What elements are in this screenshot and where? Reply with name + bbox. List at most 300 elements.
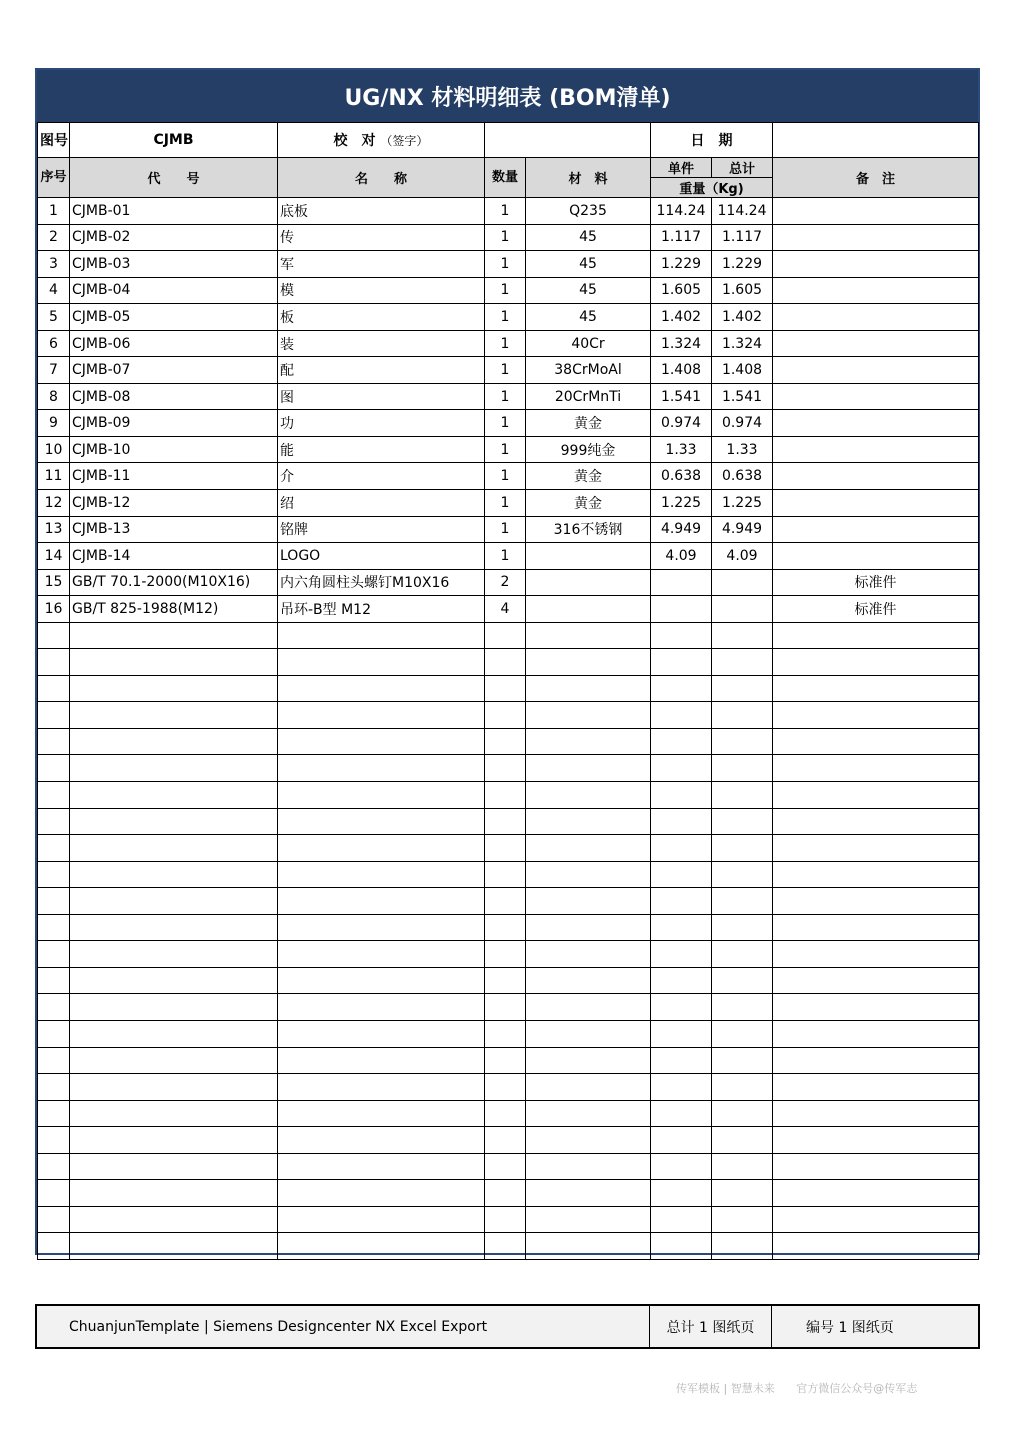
cell-code[interactable]: CJMB-13 xyxy=(70,516,278,543)
empty-cell[interactable] xyxy=(38,1074,70,1101)
empty-cell[interactable] xyxy=(38,622,70,649)
empty-cell[interactable] xyxy=(485,1074,526,1101)
empty-cell[interactable] xyxy=(485,675,526,702)
empty-cell[interactable] xyxy=(712,702,773,729)
empty-cell[interactable] xyxy=(651,1074,712,1101)
empty-cell[interactable] xyxy=(485,861,526,888)
empty-cell[interactable] xyxy=(485,994,526,1021)
cell-remark[interactable]: 标准件 xyxy=(773,596,979,623)
empty-cell[interactable] xyxy=(773,622,979,649)
empty-cell[interactable] xyxy=(70,1180,278,1207)
empty-cell[interactable] xyxy=(526,1153,651,1180)
empty-cell[interactable] xyxy=(485,728,526,755)
cell-total-weight[interactable]: 0.974 xyxy=(712,410,773,437)
empty-cell[interactable] xyxy=(38,941,70,968)
empty-cell[interactable] xyxy=(526,967,651,994)
cell-remark[interactable] xyxy=(773,251,979,278)
empty-cell[interactable] xyxy=(38,1127,70,1154)
cell-unit-weight[interactable]: 1.117 xyxy=(651,224,712,251)
cell-remark[interactable] xyxy=(773,198,979,225)
empty-cell[interactable] xyxy=(651,967,712,994)
cell-unit-weight[interactable]: 4.09 xyxy=(651,543,712,570)
cell-material[interactable]: 黄金 xyxy=(526,410,651,437)
cell-remark[interactable] xyxy=(773,383,979,410)
empty-cell[interactable] xyxy=(712,861,773,888)
empty-cell[interactable] xyxy=(70,1153,278,1180)
empty-cell[interactable] xyxy=(278,941,485,968)
empty-cell[interactable] xyxy=(712,649,773,676)
empty-cell[interactable] xyxy=(651,1153,712,1180)
cell-remark[interactable] xyxy=(773,410,979,437)
cell-unit-weight[interactable]: 1.402 xyxy=(651,304,712,331)
empty-cell[interactable] xyxy=(773,888,979,915)
empty-cell[interactable] xyxy=(70,967,278,994)
cell-remark[interactable] xyxy=(773,543,979,570)
empty-cell[interactable] xyxy=(278,914,485,941)
empty-cell[interactable] xyxy=(38,835,70,862)
cell-total-weight[interactable]: 1.33 xyxy=(712,436,773,463)
empty-cell[interactable] xyxy=(38,1100,70,1127)
empty-cell[interactable] xyxy=(70,702,278,729)
cell-name[interactable]: 板 xyxy=(278,304,485,331)
empty-cell[interactable] xyxy=(526,622,651,649)
cell-seq[interactable]: 10 xyxy=(38,436,70,463)
empty-cell[interactable] xyxy=(651,1233,712,1260)
empty-cell[interactable] xyxy=(38,1206,70,1233)
cell-seq[interactable]: 3 xyxy=(38,251,70,278)
empty-cell[interactable] xyxy=(712,1180,773,1207)
cell-code[interactable]: CJMB-02 xyxy=(70,224,278,251)
empty-cell[interactable] xyxy=(278,782,485,809)
empty-cell[interactable] xyxy=(38,675,70,702)
cell-total-weight[interactable]: 1.541 xyxy=(712,383,773,410)
cell-qty[interactable]: 2 xyxy=(485,569,526,596)
empty-cell[interactable] xyxy=(526,782,651,809)
empty-cell[interactable] xyxy=(278,808,485,835)
empty-cell[interactable] xyxy=(70,914,278,941)
empty-cell[interactable] xyxy=(278,702,485,729)
empty-cell[interactable] xyxy=(485,835,526,862)
empty-cell[interactable] xyxy=(712,782,773,809)
empty-cell[interactable] xyxy=(485,1127,526,1154)
empty-cell[interactable] xyxy=(38,728,70,755)
cell-qty[interactable]: 1 xyxy=(485,357,526,384)
cell-code[interactable]: CJMB-05 xyxy=(70,304,278,331)
empty-cell[interactable] xyxy=(38,702,70,729)
cell-material[interactable]: 45 xyxy=(526,277,651,304)
cell-remark[interactable] xyxy=(773,330,979,357)
cell-name[interactable]: 能 xyxy=(278,436,485,463)
empty-cell[interactable] xyxy=(526,941,651,968)
empty-cell[interactable] xyxy=(773,994,979,1021)
cell-seq[interactable]: 6 xyxy=(38,330,70,357)
empty-cell[interactable] xyxy=(70,1020,278,1047)
empty-cell[interactable] xyxy=(651,622,712,649)
empty-cell[interactable] xyxy=(278,1153,485,1180)
empty-cell[interactable] xyxy=(278,1074,485,1101)
empty-cell[interactable] xyxy=(526,702,651,729)
cell-code[interactable]: CJMB-09 xyxy=(70,410,278,437)
cell-remark[interactable] xyxy=(773,224,979,251)
cell-unit-weight[interactable]: 1.541 xyxy=(651,383,712,410)
cell-material[interactable]: 45 xyxy=(526,224,651,251)
cell-total-weight[interactable]: 4.949 xyxy=(712,516,773,543)
cell-name[interactable]: 内六角圆柱头螺钉M10X16 xyxy=(278,569,485,596)
empty-cell[interactable] xyxy=(651,755,712,782)
empty-cell[interactable] xyxy=(278,994,485,1021)
cell-code[interactable]: GB/T 825-1988(M12) xyxy=(70,596,278,623)
cell-material[interactable]: 45 xyxy=(526,304,651,331)
empty-cell[interactable] xyxy=(38,861,70,888)
date-field[interactable] xyxy=(773,123,979,158)
cell-name[interactable]: 介 xyxy=(278,463,485,490)
cell-seq[interactable]: 12 xyxy=(38,490,70,517)
empty-cell[interactable] xyxy=(38,914,70,941)
empty-cell[interactable] xyxy=(278,1233,485,1260)
cell-total-weight[interactable]: 1.402 xyxy=(712,304,773,331)
cell-qty[interactable]: 1 xyxy=(485,198,526,225)
cell-seq[interactable]: 16 xyxy=(38,596,70,623)
cell-code[interactable]: CJMB-04 xyxy=(70,277,278,304)
cell-seq[interactable]: 4 xyxy=(38,277,70,304)
cell-name[interactable]: 吊环-B型 M12 xyxy=(278,596,485,623)
empty-cell[interactable] xyxy=(712,808,773,835)
cell-code[interactable]: CJMB-07 xyxy=(70,357,278,384)
cell-qty[interactable]: 1 xyxy=(485,277,526,304)
empty-cell[interactable] xyxy=(485,941,526,968)
empty-cell[interactable] xyxy=(651,702,712,729)
empty-cell[interactable] xyxy=(278,1020,485,1047)
cell-total-weight[interactable]: 0.638 xyxy=(712,463,773,490)
empty-cell[interactable] xyxy=(485,782,526,809)
empty-cell[interactable] xyxy=(712,835,773,862)
cell-material[interactable]: 黄金 xyxy=(526,463,651,490)
cell-qty[interactable]: 1 xyxy=(485,304,526,331)
empty-cell[interactable] xyxy=(651,808,712,835)
empty-cell[interactable] xyxy=(773,1127,979,1154)
cell-code[interactable]: CJMB-11 xyxy=(70,463,278,490)
cell-code[interactable]: CJMB-14 xyxy=(70,543,278,570)
cell-unit-weight[interactable]: 1.33 xyxy=(651,436,712,463)
cell-material[interactable]: 黄金 xyxy=(526,490,651,517)
empty-cell[interactable] xyxy=(38,994,70,1021)
empty-cell[interactable] xyxy=(651,1100,712,1127)
cell-total-weight[interactable]: 1.324 xyxy=(712,330,773,357)
cell-unit-weight[interactable]: 1.324 xyxy=(651,330,712,357)
cell-unit-weight[interactable]: 4.949 xyxy=(651,516,712,543)
cell-qty[interactable]: 1 xyxy=(485,543,526,570)
empty-cell[interactable] xyxy=(651,941,712,968)
empty-cell[interactable] xyxy=(278,1127,485,1154)
empty-cell[interactable] xyxy=(278,1047,485,1074)
empty-cell[interactable] xyxy=(712,675,773,702)
cell-seq[interactable]: 9 xyxy=(38,410,70,437)
empty-cell[interactable] xyxy=(526,808,651,835)
cell-name[interactable]: LOGO xyxy=(278,543,485,570)
empty-cell[interactable] xyxy=(773,1020,979,1047)
empty-cell[interactable] xyxy=(651,1047,712,1074)
empty-cell[interactable] xyxy=(526,1180,651,1207)
empty-cell[interactable] xyxy=(712,1047,773,1074)
empty-cell[interactable] xyxy=(526,1100,651,1127)
cell-total-weight[interactable]: 1.605 xyxy=(712,277,773,304)
empty-cell[interactable] xyxy=(485,1100,526,1127)
cell-qty[interactable]: 1 xyxy=(485,330,526,357)
empty-cell[interactable] xyxy=(712,755,773,782)
empty-cell[interactable] xyxy=(526,728,651,755)
empty-cell[interactable] xyxy=(651,835,712,862)
empty-cell[interactable] xyxy=(773,755,979,782)
cell-total-weight[interactable]: 4.09 xyxy=(712,543,773,570)
cell-seq[interactable]: 14 xyxy=(38,543,70,570)
cell-total-weight[interactable]: 1.229 xyxy=(712,251,773,278)
cell-remark[interactable] xyxy=(773,516,979,543)
cell-material[interactable]: 40Cr xyxy=(526,330,651,357)
cell-seq[interactable]: 11 xyxy=(38,463,70,490)
empty-cell[interactable] xyxy=(38,1047,70,1074)
empty-cell[interactable] xyxy=(38,649,70,676)
cell-qty[interactable]: 1 xyxy=(485,251,526,278)
empty-cell[interactable] xyxy=(712,994,773,1021)
empty-cell[interactable] xyxy=(70,1127,278,1154)
empty-cell[interactable] xyxy=(526,1233,651,1260)
cell-name[interactable]: 军 xyxy=(278,251,485,278)
empty-cell[interactable] xyxy=(712,1206,773,1233)
empty-cell[interactable] xyxy=(70,675,278,702)
empty-cell[interactable] xyxy=(712,888,773,915)
cell-unit-weight[interactable] xyxy=(651,569,712,596)
empty-cell[interactable] xyxy=(278,649,485,676)
empty-cell[interactable] xyxy=(526,1074,651,1101)
empty-cell[interactable] xyxy=(712,728,773,755)
empty-cell[interactable] xyxy=(526,1127,651,1154)
empty-cell[interactable] xyxy=(526,1206,651,1233)
empty-cell[interactable] xyxy=(651,728,712,755)
empty-cell[interactable] xyxy=(651,914,712,941)
empty-cell[interactable] xyxy=(70,622,278,649)
empty-cell[interactable] xyxy=(70,1047,278,1074)
empty-cell[interactable] xyxy=(70,941,278,968)
cell-material[interactable]: 316不锈钢 xyxy=(526,516,651,543)
empty-cell[interactable] xyxy=(38,967,70,994)
cell-remark[interactable] xyxy=(773,436,979,463)
cell-material[interactable]: 45 xyxy=(526,251,651,278)
empty-cell[interactable] xyxy=(526,755,651,782)
empty-cell[interactable] xyxy=(485,1206,526,1233)
empty-cell[interactable] xyxy=(773,1074,979,1101)
empty-cell[interactable] xyxy=(38,1153,70,1180)
empty-cell[interactable] xyxy=(526,649,651,676)
empty-cell[interactable] xyxy=(278,1180,485,1207)
cell-remark[interactable]: 标准件 xyxy=(773,569,979,596)
cell-seq[interactable]: 8 xyxy=(38,383,70,410)
cell-material[interactable]: Q235 xyxy=(526,198,651,225)
empty-cell[interactable] xyxy=(278,675,485,702)
empty-cell[interactable] xyxy=(278,835,485,862)
empty-cell[interactable] xyxy=(773,941,979,968)
empty-cell[interactable] xyxy=(485,1233,526,1260)
cell-qty[interactable]: 4 xyxy=(485,596,526,623)
empty-cell[interactable] xyxy=(526,888,651,915)
cell-unit-weight[interactable]: 1.605 xyxy=(651,277,712,304)
empty-cell[interactable] xyxy=(485,1020,526,1047)
cell-material[interactable] xyxy=(526,543,651,570)
cell-seq[interactable]: 5 xyxy=(38,304,70,331)
empty-cell[interactable] xyxy=(70,1206,278,1233)
cell-total-weight[interactable]: 1.408 xyxy=(712,357,773,384)
empty-cell[interactable] xyxy=(278,1100,485,1127)
cell-unit-weight[interactable]: 1.229 xyxy=(651,251,712,278)
cell-qty[interactable]: 1 xyxy=(485,410,526,437)
empty-cell[interactable] xyxy=(651,994,712,1021)
cell-code[interactable]: CJMB-12 xyxy=(70,490,278,517)
empty-cell[interactable] xyxy=(485,755,526,782)
empty-cell[interactable] xyxy=(38,1233,70,1260)
empty-cell[interactable] xyxy=(651,1020,712,1047)
empty-cell[interactable] xyxy=(712,1233,773,1260)
cell-total-weight[interactable] xyxy=(712,569,773,596)
empty-cell[interactable] xyxy=(278,861,485,888)
empty-cell[interactable] xyxy=(773,861,979,888)
empty-cell[interactable] xyxy=(485,1180,526,1207)
cell-name[interactable]: 传 xyxy=(278,224,485,251)
empty-cell[interactable] xyxy=(485,808,526,835)
cell-total-weight[interactable]: 1.225 xyxy=(712,490,773,517)
drawing-no-value[interactable]: CJMB xyxy=(70,123,278,158)
cell-unit-weight[interactable]: 1.225 xyxy=(651,490,712,517)
empty-cell[interactable] xyxy=(526,1047,651,1074)
cell-qty[interactable]: 1 xyxy=(485,490,526,517)
cell-qty[interactable]: 1 xyxy=(485,436,526,463)
cell-code[interactable]: CJMB-06 xyxy=(70,330,278,357)
cell-name[interactable]: 底板 xyxy=(278,198,485,225)
cell-name[interactable]: 铭牌 xyxy=(278,516,485,543)
empty-cell[interactable] xyxy=(278,755,485,782)
empty-cell[interactable] xyxy=(712,1127,773,1154)
empty-cell[interactable] xyxy=(773,835,979,862)
cell-seq[interactable]: 1 xyxy=(38,198,70,225)
empty-cell[interactable] xyxy=(70,1233,278,1260)
empty-cell[interactable] xyxy=(773,1180,979,1207)
cell-remark[interactable] xyxy=(773,463,979,490)
empty-cell[interactable] xyxy=(70,888,278,915)
cell-remark[interactable] xyxy=(773,490,979,517)
cell-material[interactable]: 999纯金 xyxy=(526,436,651,463)
cell-total-weight[interactable]: 1.117 xyxy=(712,224,773,251)
cell-code[interactable]: CJMB-03 xyxy=(70,251,278,278)
cell-material[interactable] xyxy=(526,569,651,596)
empty-cell[interactable] xyxy=(651,782,712,809)
empty-cell[interactable] xyxy=(712,1153,773,1180)
empty-cell[interactable] xyxy=(773,702,979,729)
cell-name[interactable]: 图 xyxy=(278,383,485,410)
empty-cell[interactable] xyxy=(526,1020,651,1047)
empty-cell[interactable] xyxy=(70,808,278,835)
empty-cell[interactable] xyxy=(38,1020,70,1047)
empty-cell[interactable] xyxy=(712,914,773,941)
empty-cell[interactable] xyxy=(712,941,773,968)
cell-unit-weight[interactable]: 0.974 xyxy=(651,410,712,437)
empty-cell[interactable] xyxy=(651,1206,712,1233)
cell-name[interactable]: 装 xyxy=(278,330,485,357)
empty-cell[interactable] xyxy=(773,1153,979,1180)
check-signature-field[interactable] xyxy=(485,123,651,158)
empty-cell[interactable] xyxy=(278,728,485,755)
empty-cell[interactable] xyxy=(526,835,651,862)
cell-qty[interactable]: 1 xyxy=(485,516,526,543)
empty-cell[interactable] xyxy=(70,994,278,1021)
cell-code[interactable]: CJMB-10 xyxy=(70,436,278,463)
empty-cell[interactable] xyxy=(712,1100,773,1127)
empty-cell[interactable] xyxy=(773,782,979,809)
empty-cell[interactable] xyxy=(70,835,278,862)
empty-cell[interactable] xyxy=(773,1100,979,1127)
empty-cell[interactable] xyxy=(651,1127,712,1154)
empty-cell[interactable] xyxy=(773,914,979,941)
cell-seq[interactable]: 15 xyxy=(38,569,70,596)
cell-code[interactable]: CJMB-01 xyxy=(70,198,278,225)
cell-seq[interactable]: 2 xyxy=(38,224,70,251)
empty-cell[interactable] xyxy=(773,1206,979,1233)
empty-cell[interactable] xyxy=(485,702,526,729)
empty-cell[interactable] xyxy=(38,755,70,782)
empty-cell[interactable] xyxy=(278,967,485,994)
cell-seq[interactable]: 13 xyxy=(38,516,70,543)
empty-cell[interactable] xyxy=(526,861,651,888)
cell-remark[interactable] xyxy=(773,304,979,331)
empty-cell[interactable] xyxy=(485,888,526,915)
empty-cell[interactable] xyxy=(773,649,979,676)
cell-material[interactable]: 20CrMnTi xyxy=(526,383,651,410)
cell-seq[interactable]: 7 xyxy=(38,357,70,384)
empty-cell[interactable] xyxy=(70,1100,278,1127)
cell-qty[interactable]: 1 xyxy=(485,463,526,490)
empty-cell[interactable] xyxy=(278,622,485,649)
cell-total-weight[interactable] xyxy=(712,596,773,623)
cell-unit-weight[interactable] xyxy=(651,596,712,623)
empty-cell[interactable] xyxy=(651,1180,712,1207)
cell-name[interactable]: 功 xyxy=(278,410,485,437)
cell-qty[interactable]: 1 xyxy=(485,224,526,251)
empty-cell[interactable] xyxy=(526,994,651,1021)
empty-cell[interactable] xyxy=(712,622,773,649)
empty-cell[interactable] xyxy=(651,649,712,676)
empty-cell[interactable] xyxy=(485,1047,526,1074)
cell-qty[interactable]: 1 xyxy=(485,383,526,410)
empty-cell[interactable] xyxy=(773,728,979,755)
empty-cell[interactable] xyxy=(38,808,70,835)
cell-material[interactable]: 38CrMoAl xyxy=(526,357,651,384)
empty-cell[interactable] xyxy=(526,675,651,702)
cell-material[interactable] xyxy=(526,596,651,623)
empty-cell[interactable] xyxy=(651,861,712,888)
cell-unit-weight[interactable]: 0.638 xyxy=(651,463,712,490)
empty-cell[interactable] xyxy=(526,914,651,941)
empty-cell[interactable] xyxy=(38,1180,70,1207)
empty-cell[interactable] xyxy=(712,967,773,994)
empty-cell[interactable] xyxy=(651,675,712,702)
empty-cell[interactable] xyxy=(485,649,526,676)
cell-remark[interactable] xyxy=(773,277,979,304)
empty-cell[interactable] xyxy=(773,808,979,835)
cell-name[interactable]: 配 xyxy=(278,357,485,384)
empty-cell[interactable] xyxy=(278,1206,485,1233)
empty-cell[interactable] xyxy=(70,782,278,809)
cell-remark[interactable] xyxy=(773,357,979,384)
cell-unit-weight[interactable]: 114.24 xyxy=(651,198,712,225)
empty-cell[interactable] xyxy=(712,1074,773,1101)
empty-cell[interactable] xyxy=(773,1233,979,1260)
